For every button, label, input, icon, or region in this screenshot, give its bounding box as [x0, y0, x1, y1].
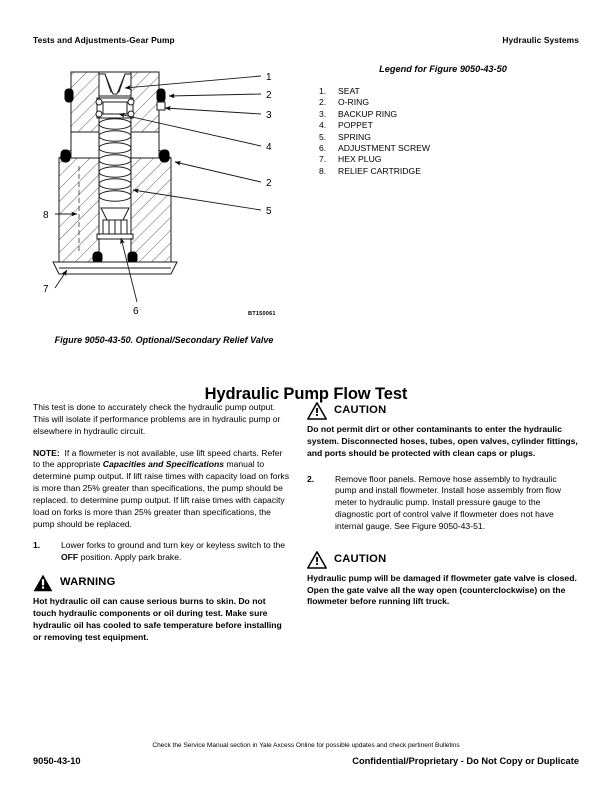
legend-item: [307, 109, 579, 120]
legend-item-list: [307, 86, 579, 177]
caution-1-header: [307, 402, 579, 420]
legend-item-label: ADJUSTMENT SCREW: [338, 143, 430, 154]
step-1: [33, 540, 291, 564]
warning-triangle-solid-icon: [33, 574, 53, 592]
legend-item: [307, 154, 579, 165]
legend-item: [307, 97, 579, 108]
callout-8: 8: [43, 210, 49, 221]
legend-item: [307, 132, 579, 143]
warning-text: Hot hydraulic oil can cause serious burns to skin. Do not touch hydraulic components or oil during test. Make sure hydraulic oil has cooled to safe temperature before installing or removing test equipment.: [33, 596, 282, 642]
legend-item-number: 5.: [319, 131, 327, 142]
caution-2-text: Hydraulic pump will be damaged if flowmeter gate valve is closed. Open the gate valve all the way open (counterclockwise) on the flowmeter before running lift truck.: [307, 572, 577, 607]
callout-7: 7: [43, 284, 49, 295]
step-1-number: 1.: [33, 540, 41, 551]
figure-caption: Figure 9050-43-50. Optional/Secondary Relief Valve: [54, 335, 274, 345]
note-manual-reference: Capacities and Specifications: [102, 459, 225, 470]
right-text-column: [307, 402, 579, 618]
legend-item-number: 1.: [319, 86, 327, 96]
step-1-part1: Lower forks to ground and turn key or keyless switch to the: [61, 540, 286, 551]
caution-1-text: Do not permit dirt or other contaminants to enter the hydraulic system. Disconnected hoses, tubes, open valves, cylinder fittings, and ports should be protected with clean caps or plugs.: [307, 424, 578, 458]
legend-item-number: 2.: [319, 97, 327, 108]
footer-service-note: Check the Service Manual section in Yale Axcess Online for possible updates and check pertinent Bulletins: [152, 742, 460, 749]
legend-item: [307, 120, 579, 131]
legend-item-label: POPPET: [338, 120, 373, 131]
note-text-part2: manual to determine pump output. If lift raise times with capacity load on forks is more than 25% greater than specifications, the pump should be replaced. to determine pump output. If lift raise times with capacity load on forks is more than 25% greater than specifications, the pump should be replaced.: [33, 459, 290, 529]
warning-block: [33, 574, 291, 643]
callout-1: 1: [266, 72, 272, 83]
step-1-part2: position. Apply park brake.: [80, 552, 182, 563]
legend-item-number: 4.: [319, 120, 327, 131]
caution-triangle-outline-icon: [307, 402, 327, 420]
footer-bar: [33, 756, 579, 766]
caution-2-label: CAUTION: [334, 552, 387, 565]
step-2-text: Remove floor panels. Remove hose assembly to hydraulic pump and install flowmeter. Install hose assembly from flow meter to hydraulic pump. Install pressure gauge to the diagnostic port of control valve if flowmeter does not have internal gauge. See Figure 9050-43-51.: [335, 473, 561, 531]
note-label: NOTE:: [33, 447, 60, 458]
figure-drawing-id: BT150061: [248, 311, 276, 317]
caution-triangle-outline-icon: [307, 551, 327, 569]
legend-item: [307, 143, 579, 154]
relief-valve-cross-section-diagram: [33, 62, 295, 324]
legend-item-label: SPRING: [338, 131, 371, 142]
intro-paragraph: This test is done to accurately check the hydraulic pump output. This will isolate if performance problems are in hydraulic pump or elsewhere in hydraulic circuit.: [33, 402, 281, 436]
caution-block-1: [307, 402, 579, 460]
callout-5: 5: [266, 206, 272, 217]
figure-legend: [307, 64, 579, 177]
caution-2-header: [307, 551, 579, 569]
caution-1-label: CAUTION: [334, 404, 387, 417]
page-title: Hydraulic Pump Flow Test: [204, 385, 408, 404]
legend-item-number: 7.: [319, 154, 327, 165]
warning-label: WARNING: [60, 576, 116, 589]
step-1-text: [61, 540, 291, 564]
legend-item-label: O-RING: [338, 97, 370, 108]
header-left-title: Tests and Adjustments-Gear Pump: [33, 35, 175, 45]
caution-block-2: [307, 551, 579, 609]
callout-2-lower: 2: [266, 178, 272, 189]
legend-title: Legend for Figure 9050-43-50: [379, 64, 507, 74]
legend-item-number: 8.: [319, 165, 327, 176]
legend-item-label: RELIEF CARTRIDGE: [338, 165, 421, 176]
note-paragraph: [33, 448, 291, 531]
legend-item-label: SEAT: [338, 86, 360, 96]
legend-item-label: BACKUP RING: [338, 108, 398, 119]
header-right-title: Hydraulic Systems: [502, 35, 579, 45]
callout-3: 3: [266, 110, 272, 121]
callout-4: 4: [266, 142, 272, 153]
legend-item-number: 6.: [319, 143, 327, 154]
figure-relief-valve: [33, 62, 295, 362]
legend-item: [307, 166, 579, 177]
page-number: 9050-43-10: [33, 756, 81, 766]
running-header: [33, 35, 579, 45]
callout-6: 6: [133, 306, 139, 317]
step-2-number: 2.: [307, 473, 315, 484]
left-text-column: [33, 402, 291, 654]
confidentiality-notice: Confidential/Proprietary - Do Not Copy or Duplicate: [352, 756, 579, 766]
legend-item: [307, 86, 579, 97]
step-1-emphasis: OFF: [61, 552, 79, 563]
legend-item-number: 3.: [319, 108, 327, 119]
note-text-part1: If a flowmeter is not available, use lift speed charts. Refer to the appropriate: [33, 447, 283, 470]
step-2: [307, 474, 579, 533]
legend-item-label: HEX PLUG: [338, 154, 382, 165]
warning-header: [33, 574, 291, 592]
callout-2-upper: 2: [266, 90, 272, 101]
